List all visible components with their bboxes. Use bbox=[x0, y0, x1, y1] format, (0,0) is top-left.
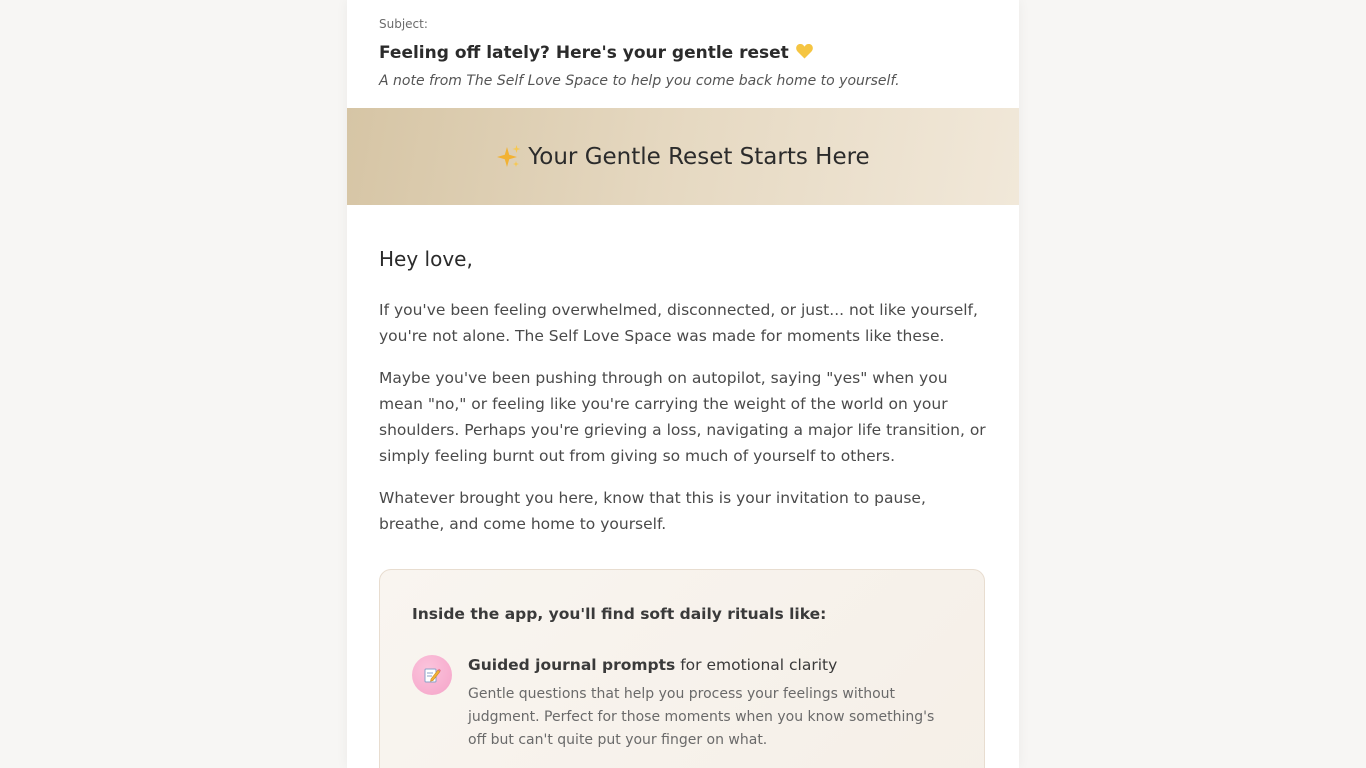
email-body bbox=[379, 245, 987, 553]
banner-title-row bbox=[496, 144, 869, 170]
journal-pencil-icon bbox=[412, 655, 452, 695]
body-paragraph: If you've been feeling overwhelmed, disconnected, or just... not like yourself, you're not alone. The Self Love Space was made for moments like these. bbox=[379, 301, 978, 345]
banner-title: Your Gentle Reset Starts Here bbox=[528, 143, 870, 170]
subject-section bbox=[347, 0, 1019, 92]
preheader-text: A note from The Self Love Space to help you come back home to yourself. bbox=[379, 73, 900, 89]
sparkles-icon bbox=[496, 144, 522, 170]
ritual-title bbox=[468, 653, 948, 677]
ritual-title-bold: Guided journal prompts bbox=[468, 656, 676, 674]
subject-line bbox=[379, 41, 987, 65]
email-card bbox=[347, 0, 1019, 768]
subject-text: Feeling off lately? Here's your gentle reset bbox=[379, 43, 789, 63]
yellow-heart-icon bbox=[796, 42, 813, 57]
greeting: Hey love, bbox=[379, 247, 473, 271]
body-paragraph: Maybe you've been pushing through on autopilot, saying "yes" when you mean "no," or feeling like you're carrying the weight of the world on your shoulders. Perhaps you're grieving a loss, navigating a major life transition, or simply feeling burnt out from giving so much of yourself to others. bbox=[379, 369, 986, 465]
subject-label: Subject: bbox=[379, 17, 428, 31]
ritual-item bbox=[412, 653, 952, 752]
body-paragraph: Whatever brought you here, know that this is your invitation to pause, breathe, and come home to yourself. bbox=[379, 489, 926, 533]
rituals-heading: Inside the app, you'll find soft daily rituals like: bbox=[412, 605, 827, 623]
ritual-title-rest: for emotional clarity bbox=[675, 656, 838, 674]
ritual-text bbox=[468, 653, 948, 752]
rituals-box bbox=[379, 569, 985, 768]
ritual-description: Gentle questions that help you process your feelings without judgment. Perfect for those moments when you know something's off but can't quite put your finger on what. bbox=[468, 686, 935, 748]
hero-banner bbox=[347, 108, 1019, 205]
